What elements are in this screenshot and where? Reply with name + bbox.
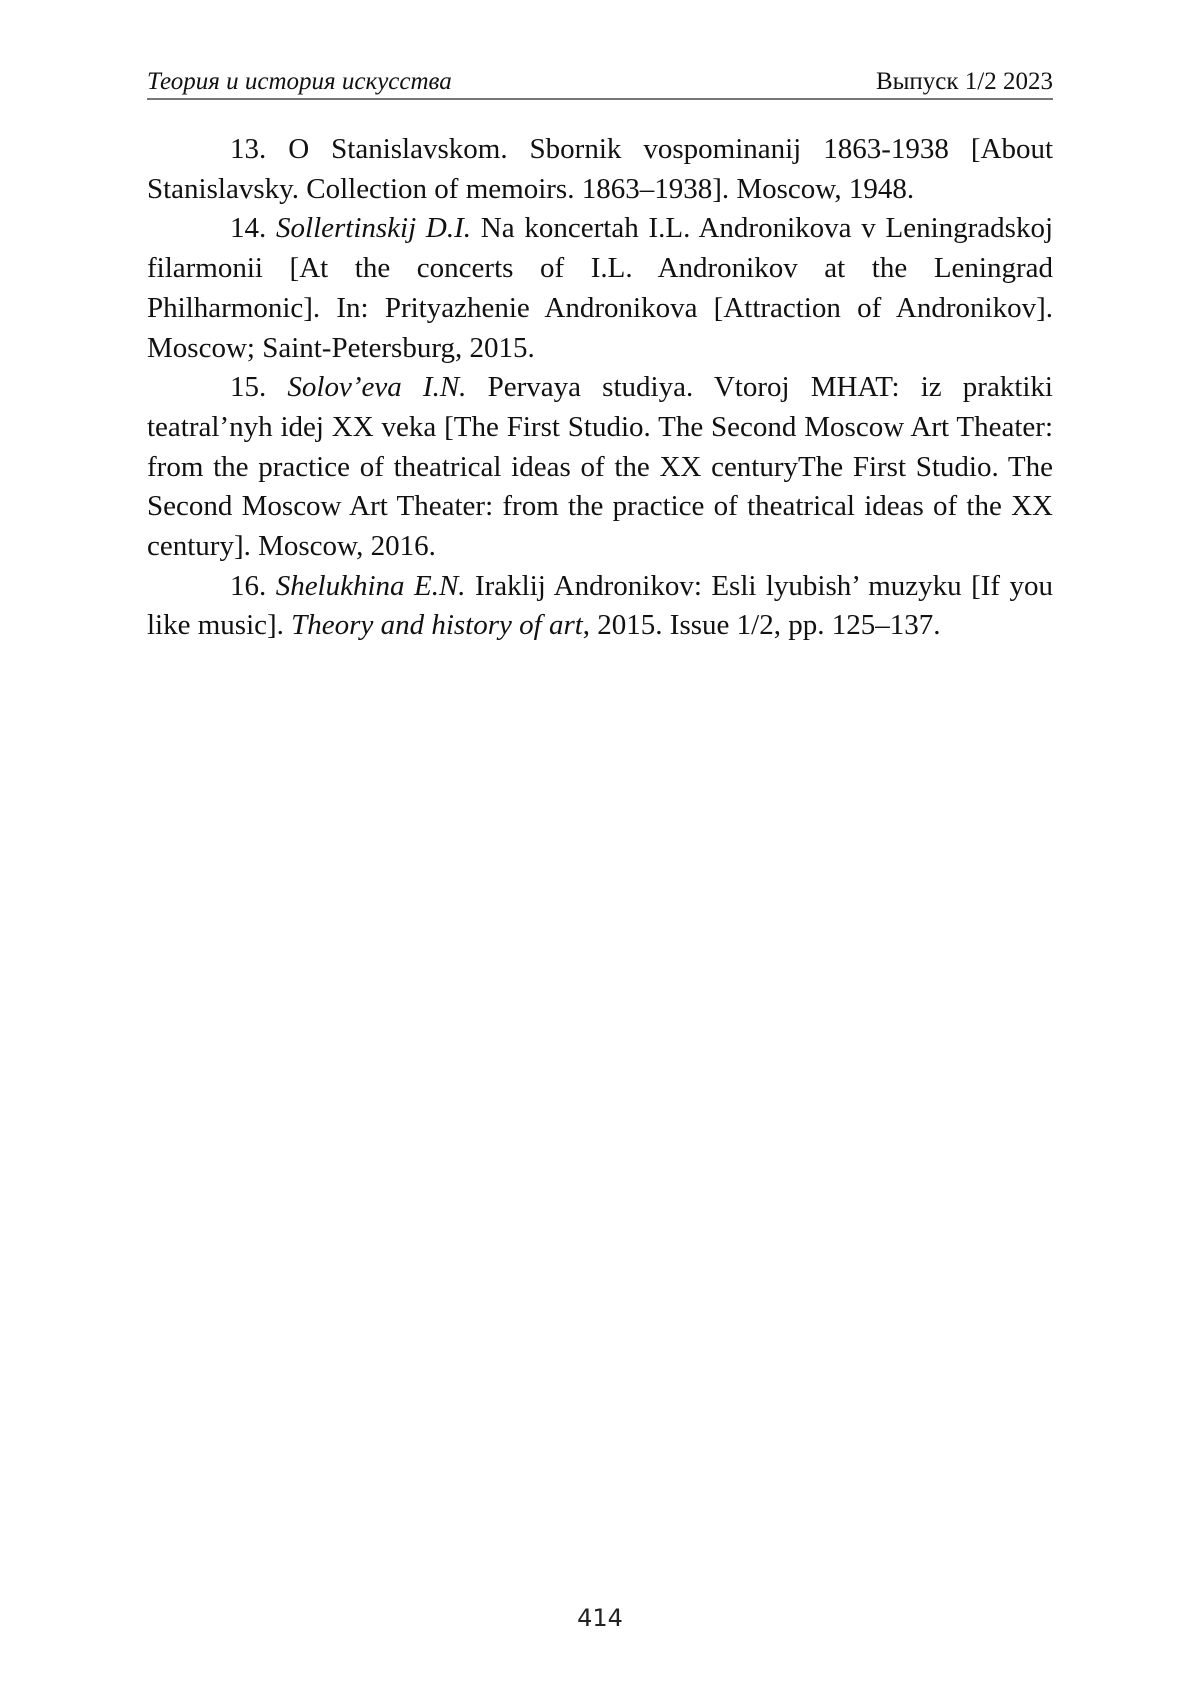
reference-author: Sollertinskij D.I. — [276, 212, 472, 245]
reference-number: 15. — [230, 371, 267, 404]
running-header — [147, 66, 1053, 100]
reference-body: Na koncertah I.L. Andronikova v Leningradskoj filarmonii [At the concerts of I.L. Andronikov at the Leningrad Philharmonic]. In: Prityazhenie Andronikova [Attraction of Andronikov]. Moscow; Saint-Petersburg, 2015. — [147, 212, 1054, 364]
reference-author: Shelukhina E.N. — [275, 569, 466, 602]
journal-title: Теория и история искусства — [147, 68, 452, 95]
reference-source: Theory and history of art — [291, 609, 583, 642]
reference-item — [147, 368, 1053, 567]
reference-tail: , 2015. Issue 1/2, pp. 125–137. — [582, 609, 941, 642]
reference-body: Iraklij Andronikov: Esli lyubish’ muzyku [If you like music]. — [147, 569, 1053, 642]
reference-number: 13. — [230, 133, 267, 165]
reference-number: 14. — [230, 212, 267, 245]
reference-item — [147, 130, 1053, 209]
document-page — [147, 0, 1053, 1703]
reference-author: Solov’eva I.N. — [287, 371, 467, 404]
reference-list — [147, 130, 1053, 646]
issue-label: Выпуск 1/2 2023 — [875, 68, 1053, 95]
page-number: 414 — [577, 1604, 623, 1632]
reference-item — [147, 209, 1053, 368]
reference-number: 16. — [230, 569, 267, 602]
reference-item — [147, 567, 1053, 646]
reference-body: Pervaya studiya. Vtoroj MHAT: iz praktiki teatral’nyh idej XX veka [The First Studio. The Second Moscow Art Theater: from the practice of theatrical ideas of the XX centuryThe First Studio. The Second Moscow Art Theater: from the practice of theatrical ideas of the XX century]. Moscow, 2016. — [147, 371, 1053, 563]
reference-body: O Stanislavskom. Sbornik vospominanij 1863-1938 [About Stanislavsky. Collection of memoirs. 1863–1938]. Moscow, 1948. — [147, 133, 1053, 205]
